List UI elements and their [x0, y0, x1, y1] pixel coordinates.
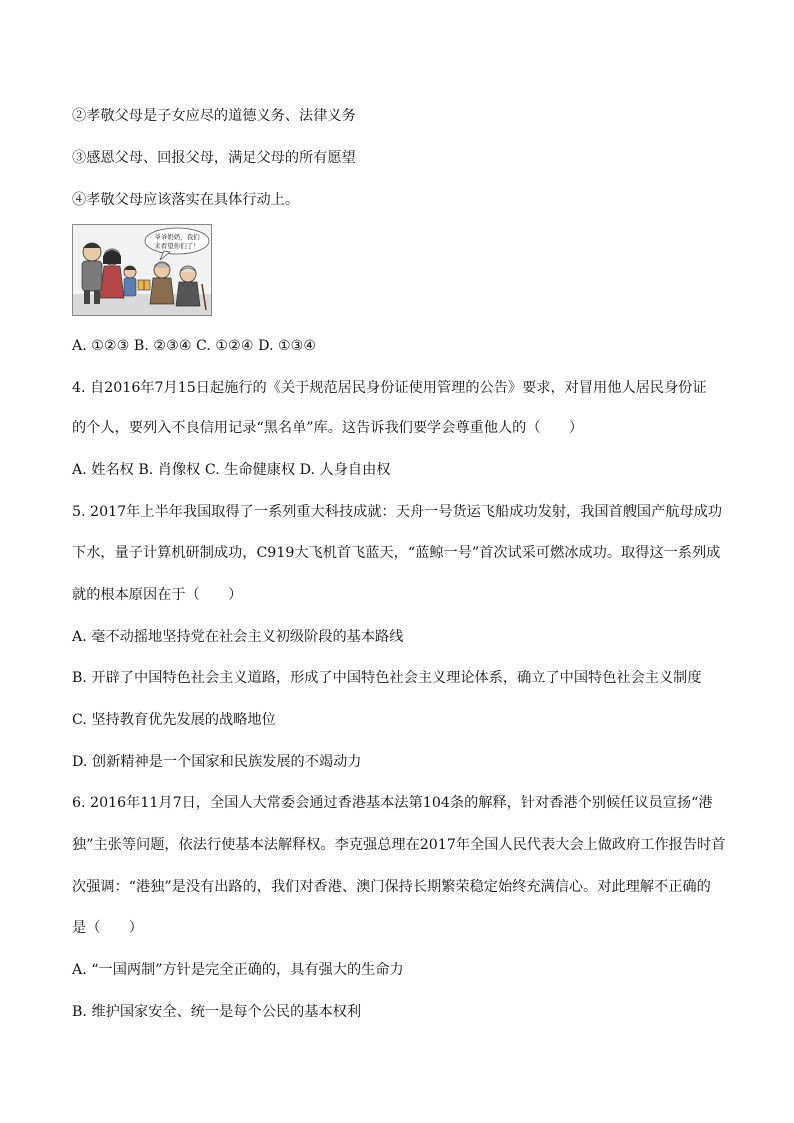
q6-stem-line-2: 独”主张等问题，依法行使基本法解释权。李克强总理在2017年全国人民代表大会上做政府工作报告时首 — [72, 837, 726, 853]
q3-item-3: ③感恩父母、回报父母，满足父母的所有愿望 — [72, 150, 356, 166]
q6-stem-line-4: 是（ ） — [72, 920, 143, 936]
speech-bubble-text-2: 来看望你们了！ — [154, 242, 200, 250]
q4-stem-line-1: 4. 自2016年7月15日起施行的《关于规范居民身份证使用管理的公告》要求，对冒用他人居民身份证 — [72, 380, 707, 396]
q4-options: A. 姓名权 B. 肖像权 C. 生命健康权 D. 人身自由权 — [72, 462, 391, 478]
q5-stem-line-3: 就的根本原因在于（ ） — [72, 587, 243, 603]
q3-item-4: ④孝敬父母应该落实在具体行动上。 — [72, 192, 300, 208]
q6-option-a: A. “一国两制”方针是完全正确的，具有强大的生命力 — [72, 962, 404, 978]
speech-bubble-text-1: 爷爷奶奶，我们 — [154, 233, 200, 241]
q6-stem-line-3: 次强调：“港独”是没有出路的，我们对香港、澳门保持长期繁荣稳定始终充满信心。对此理解不正确的 — [72, 879, 711, 895]
q5-option-c: C. 坚持教育优先发展的战略地位 — [72, 712, 276, 728]
q5-option-b: B. 开辟了中国特色社会主义道路，形成了中国特色社会主义理论体系，确立了中国特色社会主义制度 — [72, 670, 702, 686]
q5-stem-line-2: 下水，量子计算机研制成功，C919大飞机首飞蓝天，“蓝鲸一号”首次试采可燃冰成功。取得这一系列成 — [72, 545, 721, 561]
q6-stem-line-1: 6. 2016年11月7日，全国人大常委会通过香港基本法第104条的解释，针对香港个别候任议员宣扬“港 — [72, 795, 713, 811]
q5-option-a: A. 毫不动摇地坚持党在社会主义初级阶段的基本路线 — [72, 629, 404, 645]
q4-stem-line-2: 的个人，要列入不良信用记录“黑名单”库。这告诉我们要学会尊重他人的（ ） — [72, 420, 584, 436]
family-cartoon-illustration — [72, 224, 212, 316]
q5-option-d: D. 创新精神是一个国家和民族发展的不竭动力 — [72, 754, 362, 770]
q3-options: A. ①②③ B. ②③④ C. ①②④ D. ①③④ — [72, 338, 317, 354]
q3-item-2: ②孝敬父母是子女应尽的道德义务、法律义务 — [72, 108, 356, 124]
q6-option-b: B. 维护国家安全、统一是每个公民的基本权利 — [72, 1004, 362, 1020]
q5-stem-line-1: 5. 2017年上半年我国取得了一系列重大科技成就：天舟一号货运飞船成功发射，我国首艘国产航母成功 — [72, 504, 723, 520]
